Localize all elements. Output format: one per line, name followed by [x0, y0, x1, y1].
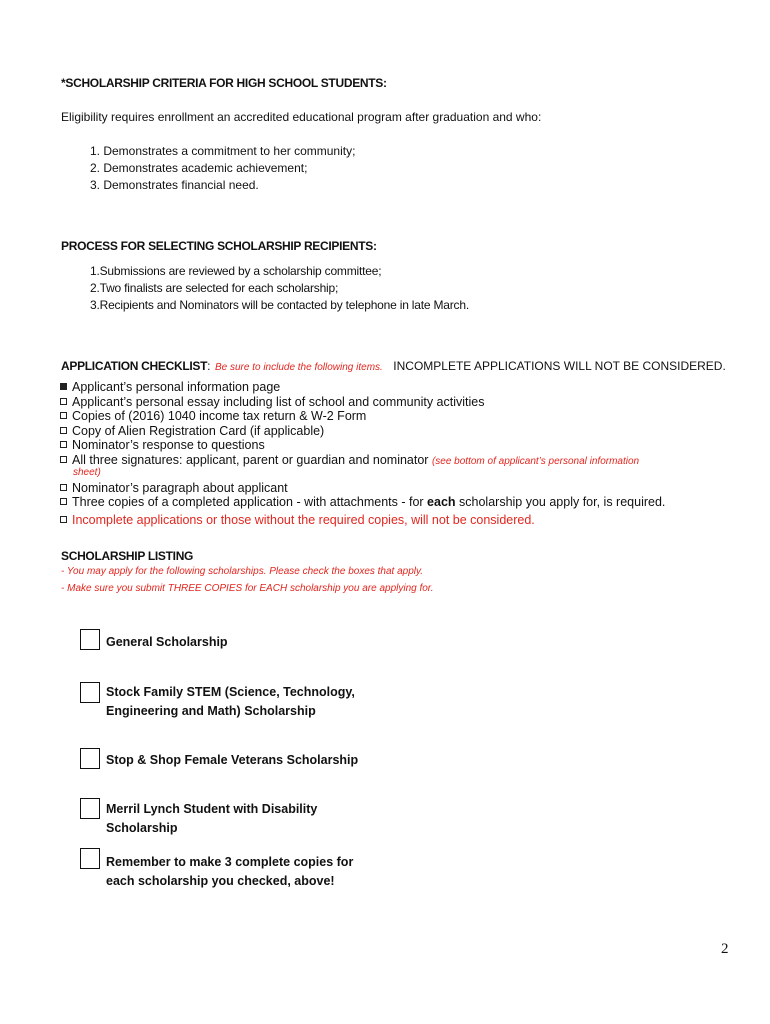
checkbox-icon — [60, 398, 67, 405]
disability-scholarship-checkbox[interactable] — [80, 798, 100, 819]
scholarship-label — [106, 800, 317, 837]
signatures-note: (see bottom of applicant’s personal information — [431, 456, 640, 467]
checkbox-icon — [60, 427, 67, 434]
copies-text-after: scholarship you apply for, is required. — [455, 495, 666, 509]
scholarship-label-line: Stock Family STEM (Science, Technology, — [106, 685, 355, 699]
checklist-item — [60, 395, 484, 410]
checklist-item-label: Copy of Alien Registration Card (if applicable) — [72, 424, 325, 438]
checkbox-icon — [60, 412, 67, 419]
criteria-heading: *SCHOLARSHIP CRITERIA FOR HIGH SCHOOL STUDENTS: — [61, 76, 387, 90]
checked-box-icon — [60, 383, 67, 390]
scholarship-label-line: General Scholarship — [106, 635, 228, 649]
list-item: 2. Demonstrates academic achievement; — [90, 161, 308, 175]
checklist-item-copies — [60, 495, 665, 510]
scholarship-label-line: Remember to make 3 complete copies for — [106, 855, 354, 869]
scholarship-label — [106, 683, 355, 720]
list-item: 1.Submissions are reviewed by a scholarship committee; — [90, 264, 382, 278]
copies-reminder-checkbox[interactable] — [80, 848, 100, 869]
scholarship-label-line: Merril Lynch Student with Disability — [106, 802, 318, 816]
checklist-heading: APPLICATION CHECKLIST — [61, 359, 208, 373]
copies-text-bold: each — [427, 495, 456, 509]
checklist-item-label: Nominator’s response to questions — [72, 438, 265, 452]
checklist-item — [60, 424, 324, 439]
checklist-item-signatures — [60, 453, 639, 470]
list-item: 3.Recipients and Nominators will be contacted by telephone in late March. — [90, 298, 469, 312]
scholarship-label-line: Engineering and Math) Scholarship — [106, 703, 316, 718]
scholarship-label-line: each scholarship you checked, above! — [106, 873, 335, 888]
criteria-intro: Eligibility requires enrollment an accredited educational program after graduation and who: — [61, 110, 542, 124]
checklist-item-incomplete — [60, 513, 535, 528]
listing-note-2: - Make sure you submit THREE COPIES for EACH scholarship you are applying for. — [61, 583, 434, 594]
listing-note-1: - You may apply for the following scholarships. Please check the boxes that apply. — [61, 566, 424, 577]
checklist-item — [60, 481, 288, 496]
checklist-item-label: Copies of (2016) 1040 income tax return & W-2 Form — [72, 409, 367, 423]
checkbox-icon — [60, 498, 67, 505]
copies-text-before: Three copies of a completed application - with attachments - for — [72, 495, 428, 509]
signatures-note-continued: sheet) — [73, 467, 101, 478]
process-heading: PROCESS FOR SELECTING SCHOLARSHIP RECIPIENTS: — [61, 239, 377, 253]
checkbox-icon — [60, 441, 67, 448]
stem-scholarship-checkbox[interactable] — [80, 682, 100, 703]
veterans-scholarship-checkbox[interactable] — [80, 748, 100, 769]
listing-heading: SCHOLARSHIP LISTING — [61, 549, 194, 563]
scholarship-label-line: Stop & Shop Female Veterans Scholarship — [106, 753, 359, 767]
checklist-item-label: Incomplete applications or those without the required copies, will not be considered. — [72, 513, 535, 527]
list-item: 3. Demonstrates financial need. — [90, 178, 259, 192]
checklist-item — [60, 380, 280, 395]
checklist-note: Be sure to include the following items. — [214, 362, 383, 373]
checklist-item — [60, 409, 366, 424]
checklist-heading-line — [61, 357, 726, 375]
scholarship-label — [106, 853, 353, 890]
checklist-item-label: Nominator’s paragraph about applicant — [72, 481, 288, 495]
checkbox-icon — [60, 484, 67, 491]
checklist-item — [60, 438, 265, 453]
checkbox-icon — [60, 516, 67, 523]
list-item: 2.Two finalists are selected for each scholarship; — [90, 281, 339, 295]
process-list — [90, 263, 469, 314]
checklist-item-label: Applicant’s personal information page — [72, 380, 281, 394]
checkbox-icon — [60, 456, 67, 463]
scholarship-label — [106, 751, 358, 770]
checklist-item-label: Applicant’s personal essay including list of school and community activities — [72, 395, 485, 409]
general-scholarship-checkbox[interactable] — [80, 629, 100, 650]
list-item: 1. Demonstrates a commitment to her community; — [90, 144, 356, 158]
checklist-item-label: All three signatures: applicant, parent or guardian and nominator — [72, 453, 432, 467]
criteria-list — [90, 143, 355, 194]
page-number: 2 — [721, 941, 729, 957]
checklist-warning: INCOMPLETE APPLICATIONS WILL NOT BE CONSIDERED. — [393, 359, 726, 373]
scholarship-label — [106, 633, 228, 652]
checklist-colon: : — [207, 359, 211, 373]
scholarship-label-line: Scholarship — [106, 820, 178, 835]
